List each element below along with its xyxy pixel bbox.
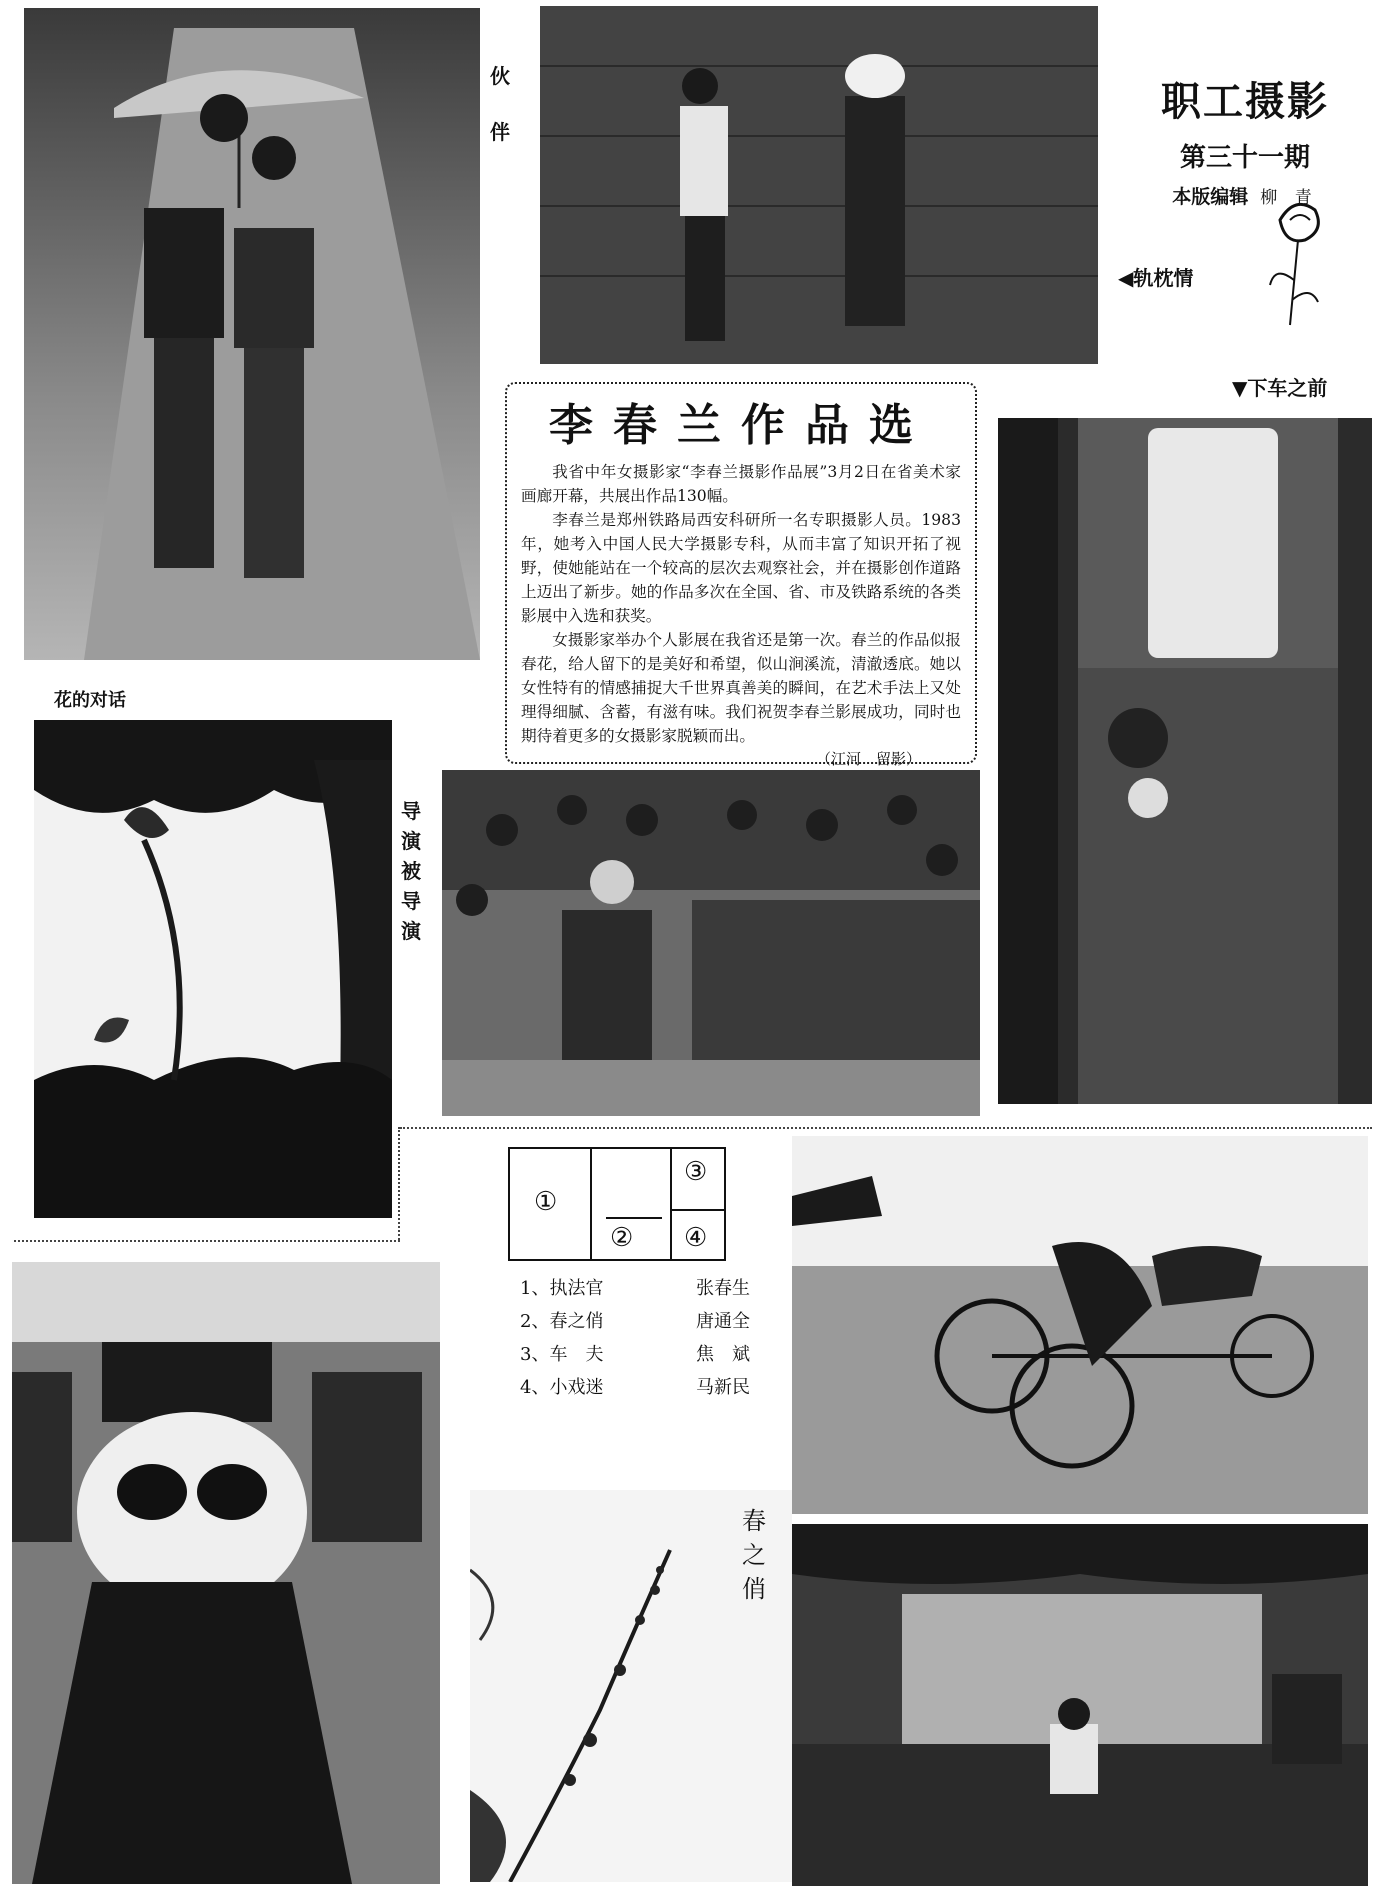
editor-name: 柳 青 bbox=[1260, 188, 1318, 208]
divider bbox=[670, 1209, 726, 1211]
marker-1: ① bbox=[534, 1187, 558, 1217]
article-paragraph: 我省中年女摄影家“李春兰摄影作品展”3月2日在省美术家画廊开幕，共展出作品130幅。 bbox=[521, 463, 961, 505]
credit-author: 焦 斌 bbox=[696, 1344, 750, 1365]
editor-label: 本版编辑 bbox=[1172, 186, 1249, 208]
credit-author: 张春生 bbox=[696, 1278, 750, 1299]
photo-chefu bbox=[792, 1136, 1368, 1514]
masthead bbox=[1120, 70, 1370, 209]
divider bbox=[590, 1149, 592, 1259]
credit-author: 马新民 bbox=[696, 1377, 750, 1398]
photo-xiache bbox=[998, 418, 1372, 1104]
credit-title: 3、车 夫 bbox=[520, 1344, 604, 1365]
credit-row bbox=[520, 1272, 750, 1305]
article-title: 李春兰作品选 bbox=[549, 400, 933, 451]
divider bbox=[606, 1217, 662, 1219]
photo-huoban bbox=[24, 8, 480, 660]
marker-3: ③ bbox=[684, 1157, 708, 1187]
article-paragraph: 女摄影家举办个人影展在我省还是第一次。春兰的作品似报春花，给人留下的是美好和希望，似山涧溪流，清澈透底。她以女性特有的情感捕捉大千世界真善美的瞬间，在艺术手法上又处理得细腻、含蓄，有滋有味。我们祝贺李春兰影展成功，同时也期待着更多的女摄影家脱颖而出。 bbox=[521, 631, 961, 745]
credit-author: 唐通全 bbox=[696, 1311, 750, 1332]
flower-emblem-icon bbox=[1260, 190, 1330, 330]
caption-huadeduihua: 花的对话 bbox=[54, 690, 126, 711]
divider bbox=[400, 1127, 1372, 1129]
credit-title: 2、春之俏 bbox=[520, 1311, 604, 1332]
photo-guizhenqing bbox=[540, 6, 1098, 364]
editor-line bbox=[1120, 182, 1370, 209]
credit-row bbox=[520, 1338, 750, 1371]
photo-zhifaguan bbox=[12, 1262, 440, 1884]
caption-huoban: 伙伴 bbox=[490, 64, 510, 144]
caption-guizhenqing: ◀轨枕情 bbox=[1118, 266, 1194, 290]
photo-huadeduihua bbox=[34, 720, 392, 1218]
credit-title: 4、小戏迷 bbox=[520, 1377, 604, 1398]
photo-xiaoximi bbox=[792, 1524, 1368, 1886]
credit-row bbox=[520, 1305, 750, 1338]
divider bbox=[398, 1127, 400, 1240]
article-paragraph: 李春兰是郑州铁路局西安科研所一名专职摄影人员。1983年，她考入中国人民大学摄影专科，从而丰富了知识开拓了视野，使她能站在一个较高的层次去观察社会，并在摄影创作道路上迈出了新步。她的作品多次在全国、省、市及铁路系统的各类影展中入选和获奖。 bbox=[521, 511, 961, 625]
column-title: 职工摄影 bbox=[1161, 79, 1329, 125]
divider bbox=[14, 1240, 400, 1242]
photo-layout-key bbox=[508, 1147, 726, 1261]
photo-chunzhiqiao bbox=[470, 1490, 792, 1882]
photo-inscription: 春之俏 bbox=[742, 1507, 766, 1603]
marker-2: ② bbox=[610, 1223, 634, 1253]
photo-credits bbox=[520, 1272, 750, 1404]
photo-daoyan bbox=[442, 770, 980, 1116]
credit-row bbox=[520, 1371, 750, 1404]
article-box bbox=[505, 382, 977, 768]
caption-xiache: ▼下车之前 bbox=[1232, 376, 1328, 400]
credit-title: 1、执法官 bbox=[520, 1278, 604, 1299]
divider bbox=[670, 1149, 672, 1259]
article-signature: （江河 留影） bbox=[815, 750, 921, 768]
issue-number: 第三十一期 bbox=[1179, 143, 1310, 173]
marker-4: ④ bbox=[684, 1223, 708, 1253]
caption-daoyan: 导演被导演 bbox=[401, 799, 421, 943]
